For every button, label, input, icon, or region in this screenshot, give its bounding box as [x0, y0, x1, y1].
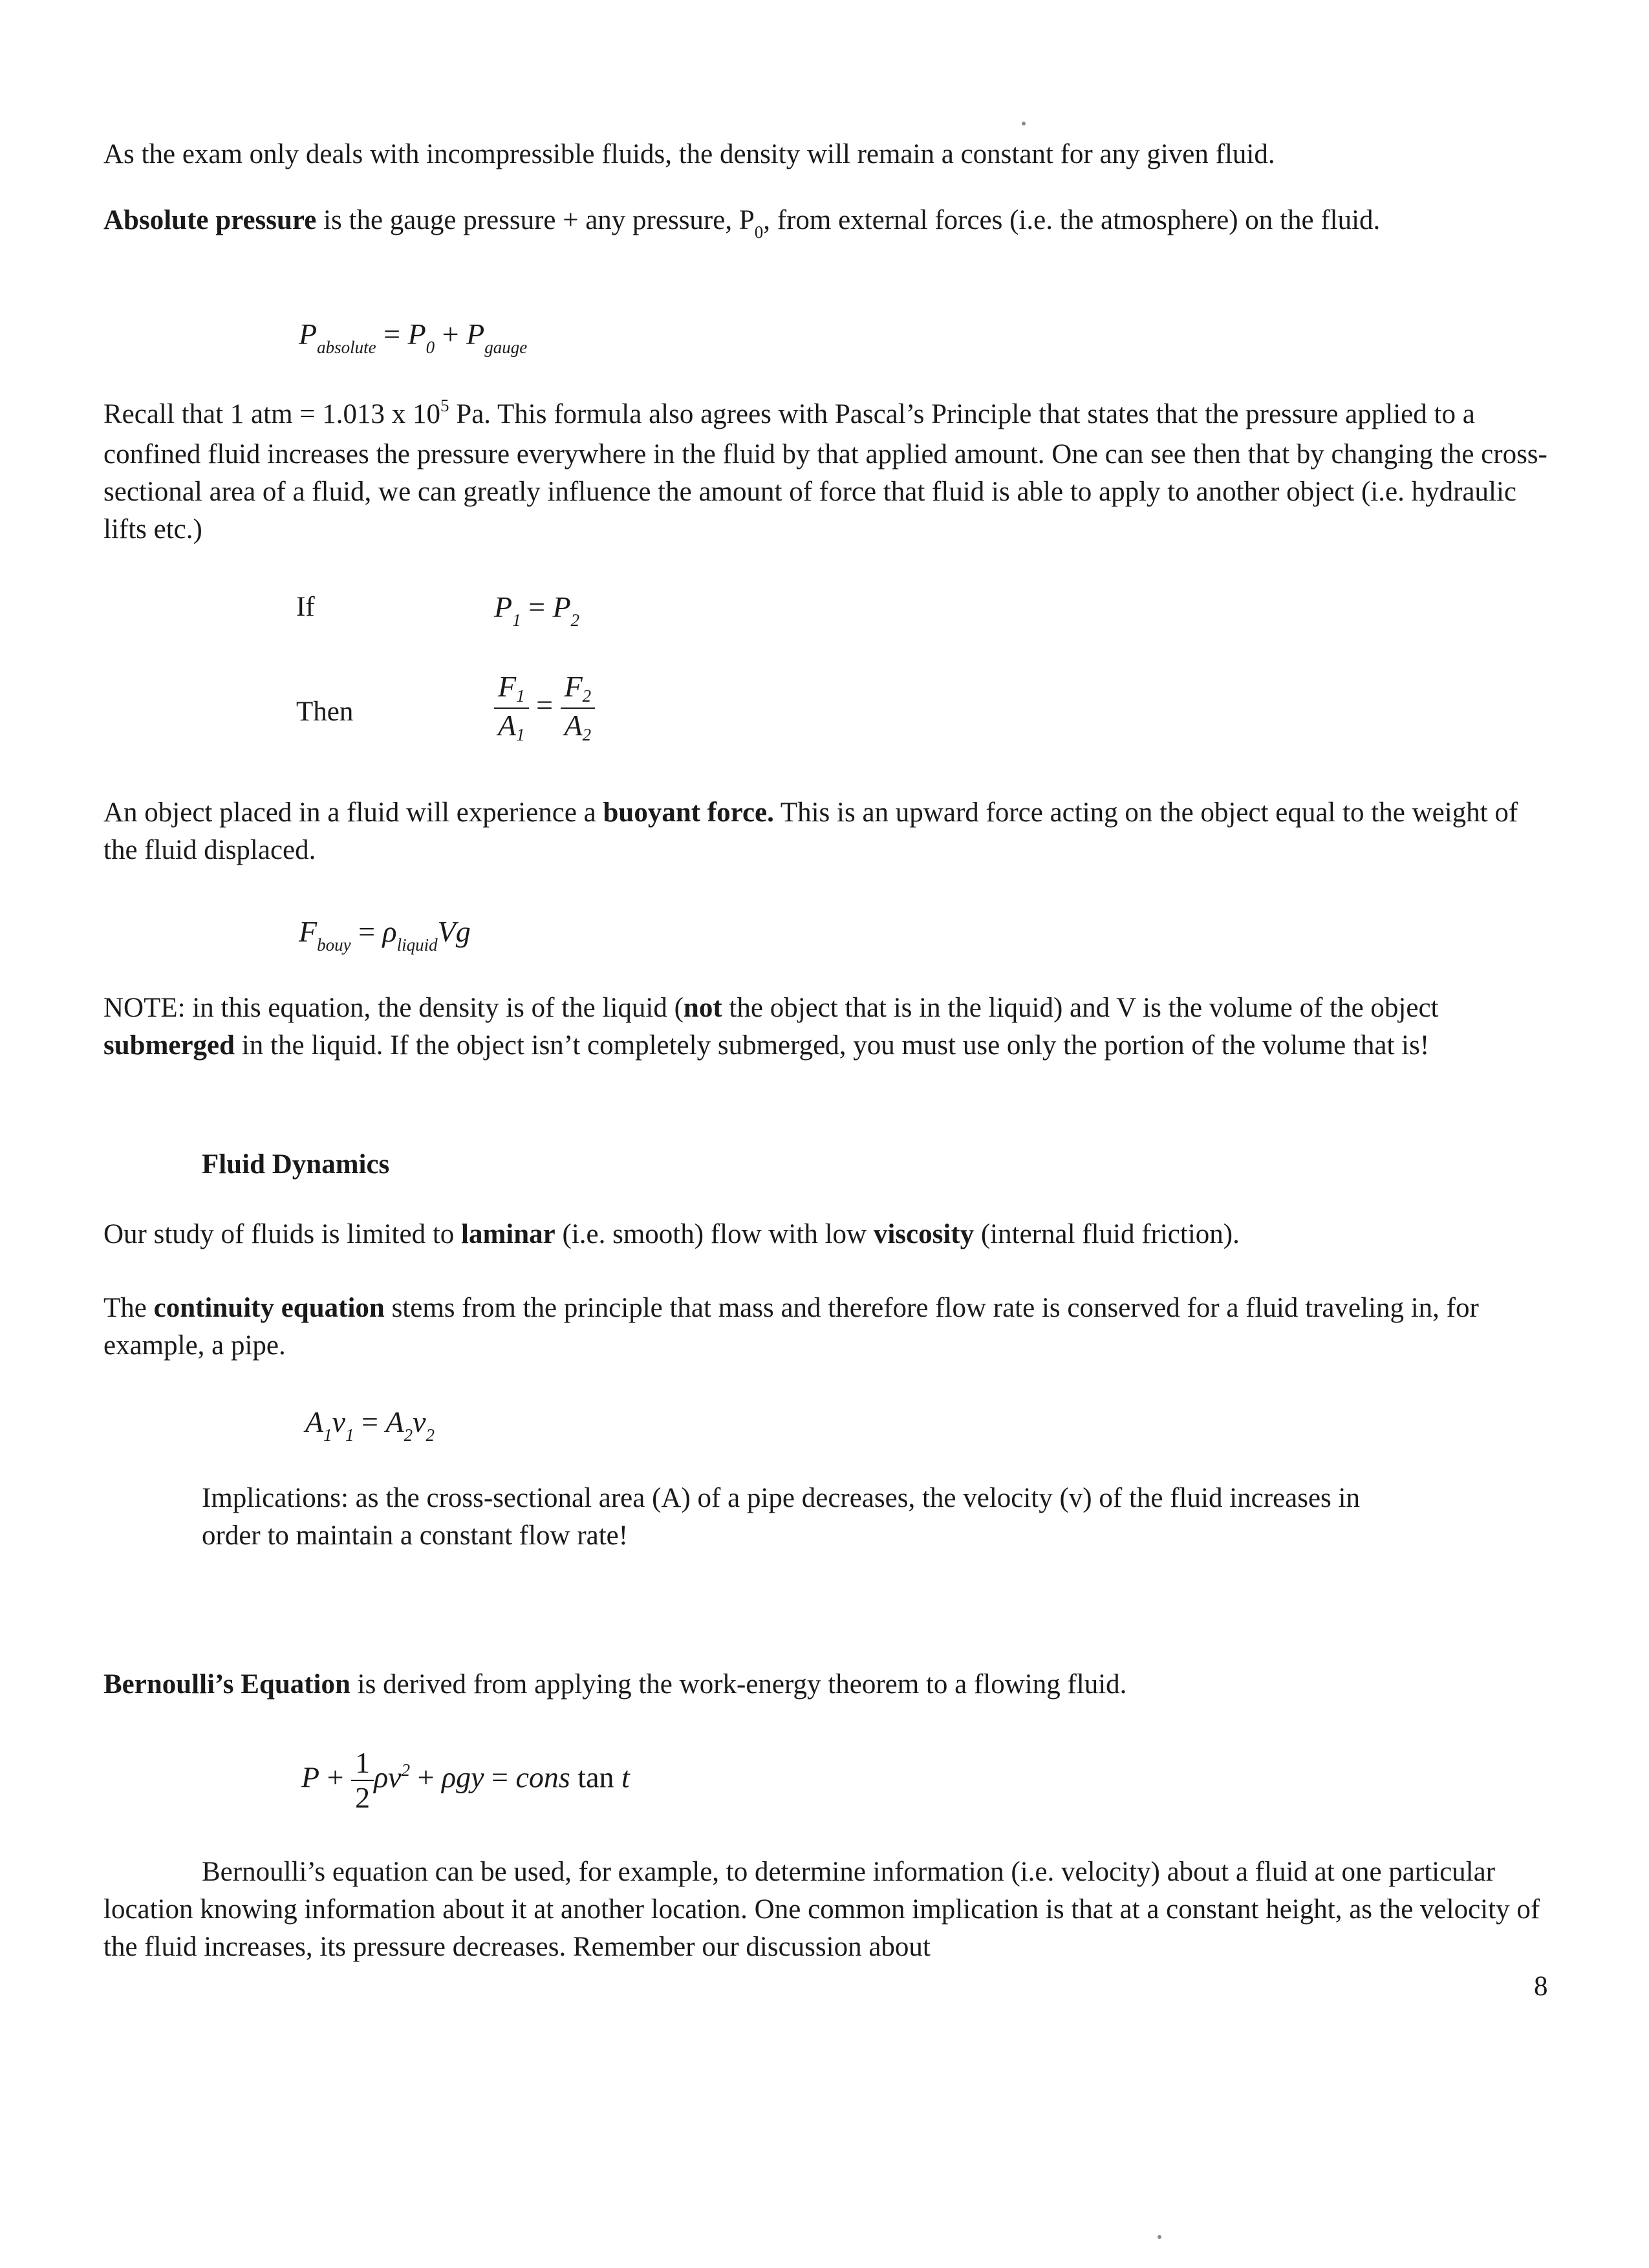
operator: = [528, 688, 561, 722]
symbol: v [332, 1405, 346, 1438]
paragraph-implications: Implications: as the cross-sectional area (A) of a pipe decreases, the velocity (v) of the fluid increases in order to maintain a constant flow rate! [202, 1483, 1360, 1551]
subscript: liquid [396, 935, 438, 955]
term-bernoulli-equation: Bernoulli’s Equation [103, 1669, 350, 1700]
denominator: 2 [355, 1781, 371, 1814]
paragraph-laminar [103, 1216, 1552, 1253]
subscript: 1 [345, 1425, 354, 1445]
denominator [494, 709, 529, 746]
emphasis-submerged: submerged [103, 1030, 235, 1061]
symbol: P [407, 318, 426, 351]
fraction-f2-a2 [561, 670, 596, 746]
symbol: ρgy [442, 1760, 484, 1794]
term-buoyant-force: buoyant force. [603, 797, 774, 828]
subscript: 0 [754, 222, 764, 242]
paragraph-bernoulli-use: Bernoulli’s equation can be used, for example, to determine information (i.e. velocity) about a fluid at one particular location knowing information about it at another location. One common implication is that at a constant height, as the velocity of the fluid increases, its pressure decreases. Remember our discussion about [103, 1857, 1540, 1962]
operator: = [484, 1760, 516, 1794]
paragraph-note [103, 989, 1552, 1064]
fraction-one-half [351, 1746, 374, 1815]
symbol: cons [515, 1760, 570, 1794]
subscript: 2 [582, 686, 592, 706]
symbol: t [621, 1760, 630, 1794]
label-if: If [296, 592, 315, 622]
operator: = [376, 318, 408, 351]
label-then: Then [296, 697, 354, 727]
numerator [561, 670, 596, 709]
symbol: P [494, 590, 513, 623]
subscript: 2 [404, 1425, 413, 1445]
symbol: F [299, 915, 318, 948]
symbol: P [301, 1760, 320, 1794]
text: An object placed in a fluid will experience a [103, 797, 603, 828]
text: Recall that 1 atm = 1.013 x 10 [103, 399, 441, 429]
symbol: F [564, 670, 583, 703]
scan-speck [1158, 2235, 1161, 2239]
paragraph-incompressible: As the exam only deals with incompressible fluids, the density will remain a constant for any given fluid. [103, 139, 1275, 169]
section-heading-fluid-dynamics: Fluid Dynamics [202, 1149, 390, 1180]
symbol: Vg [437, 915, 471, 948]
superscript: 2 [401, 1760, 411, 1780]
text: , from external forces (i.e. the atmosphere) on the fluid. [763, 205, 1381, 235]
symbol: A [385, 1405, 404, 1438]
term-viscosity: viscosity [873, 1219, 975, 1249]
subscript: 0 [426, 338, 435, 357]
text: Pa. This formula also agrees with Pascal’s Principle that states that the pressure applied to a confined fluid increases the pressure everywhere in the fluid by that applied amount. One can see then that by changing the cross-sectional area of a fluid, we can greatly influence the amount of force that fluid is able to apply to another object (i.e. hydraulic lifts etc.) [103, 399, 1547, 545]
operator: = [354, 1405, 386, 1438]
symbol: ρ [382, 915, 397, 948]
subscript: 2 [582, 725, 592, 744]
subscript: 1 [516, 686, 525, 706]
page-number: 8 [1534, 1971, 1548, 2002]
paragraph-continuity [103, 1290, 1552, 1365]
operator: + [319, 1760, 352, 1794]
text: NOTE: in this equation, the density is of the liquid ( [103, 993, 684, 1023]
subscript: bouy [317, 935, 351, 955]
symbol: A [305, 1405, 324, 1438]
symbol: F [498, 670, 517, 703]
subscript: 1 [512, 610, 521, 630]
text: (i.e. smooth) flow with low [555, 1219, 874, 1249]
scan-speck [1022, 122, 1026, 125]
equation-force-area-ratio [494, 670, 595, 746]
paragraph-absolute-pressure [103, 202, 1552, 242]
subscript: 2 [570, 610, 580, 630]
subscript: gauge [484, 338, 528, 357]
symbol: A [564, 709, 583, 742]
operator: + [410, 1760, 442, 1794]
text: This is an upward force acting on the object equal to the weight of the fluid displaced. [103, 797, 1518, 865]
equation-buoyant-force [299, 913, 471, 955]
term-continuity-equation: continuity equation [153, 1293, 385, 1323]
superscript: 5 [440, 396, 449, 415]
equation-pressure-equal [494, 589, 579, 630]
equation-bernoulli [301, 1746, 630, 1815]
subscript: 1 [516, 725, 525, 744]
symbol: v [413, 1405, 426, 1438]
text: Our study of fluids is limited to [103, 1219, 462, 1249]
subscript: absolute [317, 338, 376, 357]
text: is derived from applying the work-energy theorem to a flowing fluid. [350, 1669, 1127, 1700]
equation-absolute-pressure [299, 316, 527, 357]
symbol: A [498, 709, 517, 742]
text: in the liquid. If the object isn’t completely submerged, you must use only the portion of the volume that is! [235, 1030, 1430, 1061]
symbol: ρv [374, 1760, 402, 1794]
text: stems from the principle that mass and therefore flow rate is conserved for a fluid traveling in, for example, a pipe. [103, 1293, 1479, 1361]
operator: + [435, 318, 467, 351]
subscript: 2 [426, 1425, 435, 1445]
symbol: P [299, 318, 318, 351]
fraction-f1-a1 [494, 670, 529, 746]
symbol: P [552, 590, 571, 623]
term-laminar: laminar [461, 1219, 555, 1249]
term-absolute-pressure: Absolute pressure [103, 205, 317, 235]
numerator: 1 [351, 1746, 374, 1781]
symbol: tan [570, 1760, 621, 1794]
symbol: P [466, 318, 485, 351]
subscript: 1 [323, 1425, 332, 1445]
text: the object that is in the liquid) and V is the volume of the object [722, 993, 1439, 1023]
emphasis-not: not [683, 993, 722, 1023]
equation-continuity [305, 1403, 435, 1445]
text: (internal fluid friction). [974, 1219, 1240, 1249]
text: is the gauge pressure + any pressure, P [316, 205, 755, 235]
operator: = [350, 915, 383, 948]
numerator [494, 670, 529, 709]
operator: = [521, 590, 553, 623]
text: The [103, 1293, 154, 1323]
paragraph-pascal [103, 396, 1552, 548]
paragraph-buoyant-force [103, 794, 1552, 869]
denominator [561, 709, 596, 746]
paragraph-bernoulli [103, 1666, 1552, 1703]
